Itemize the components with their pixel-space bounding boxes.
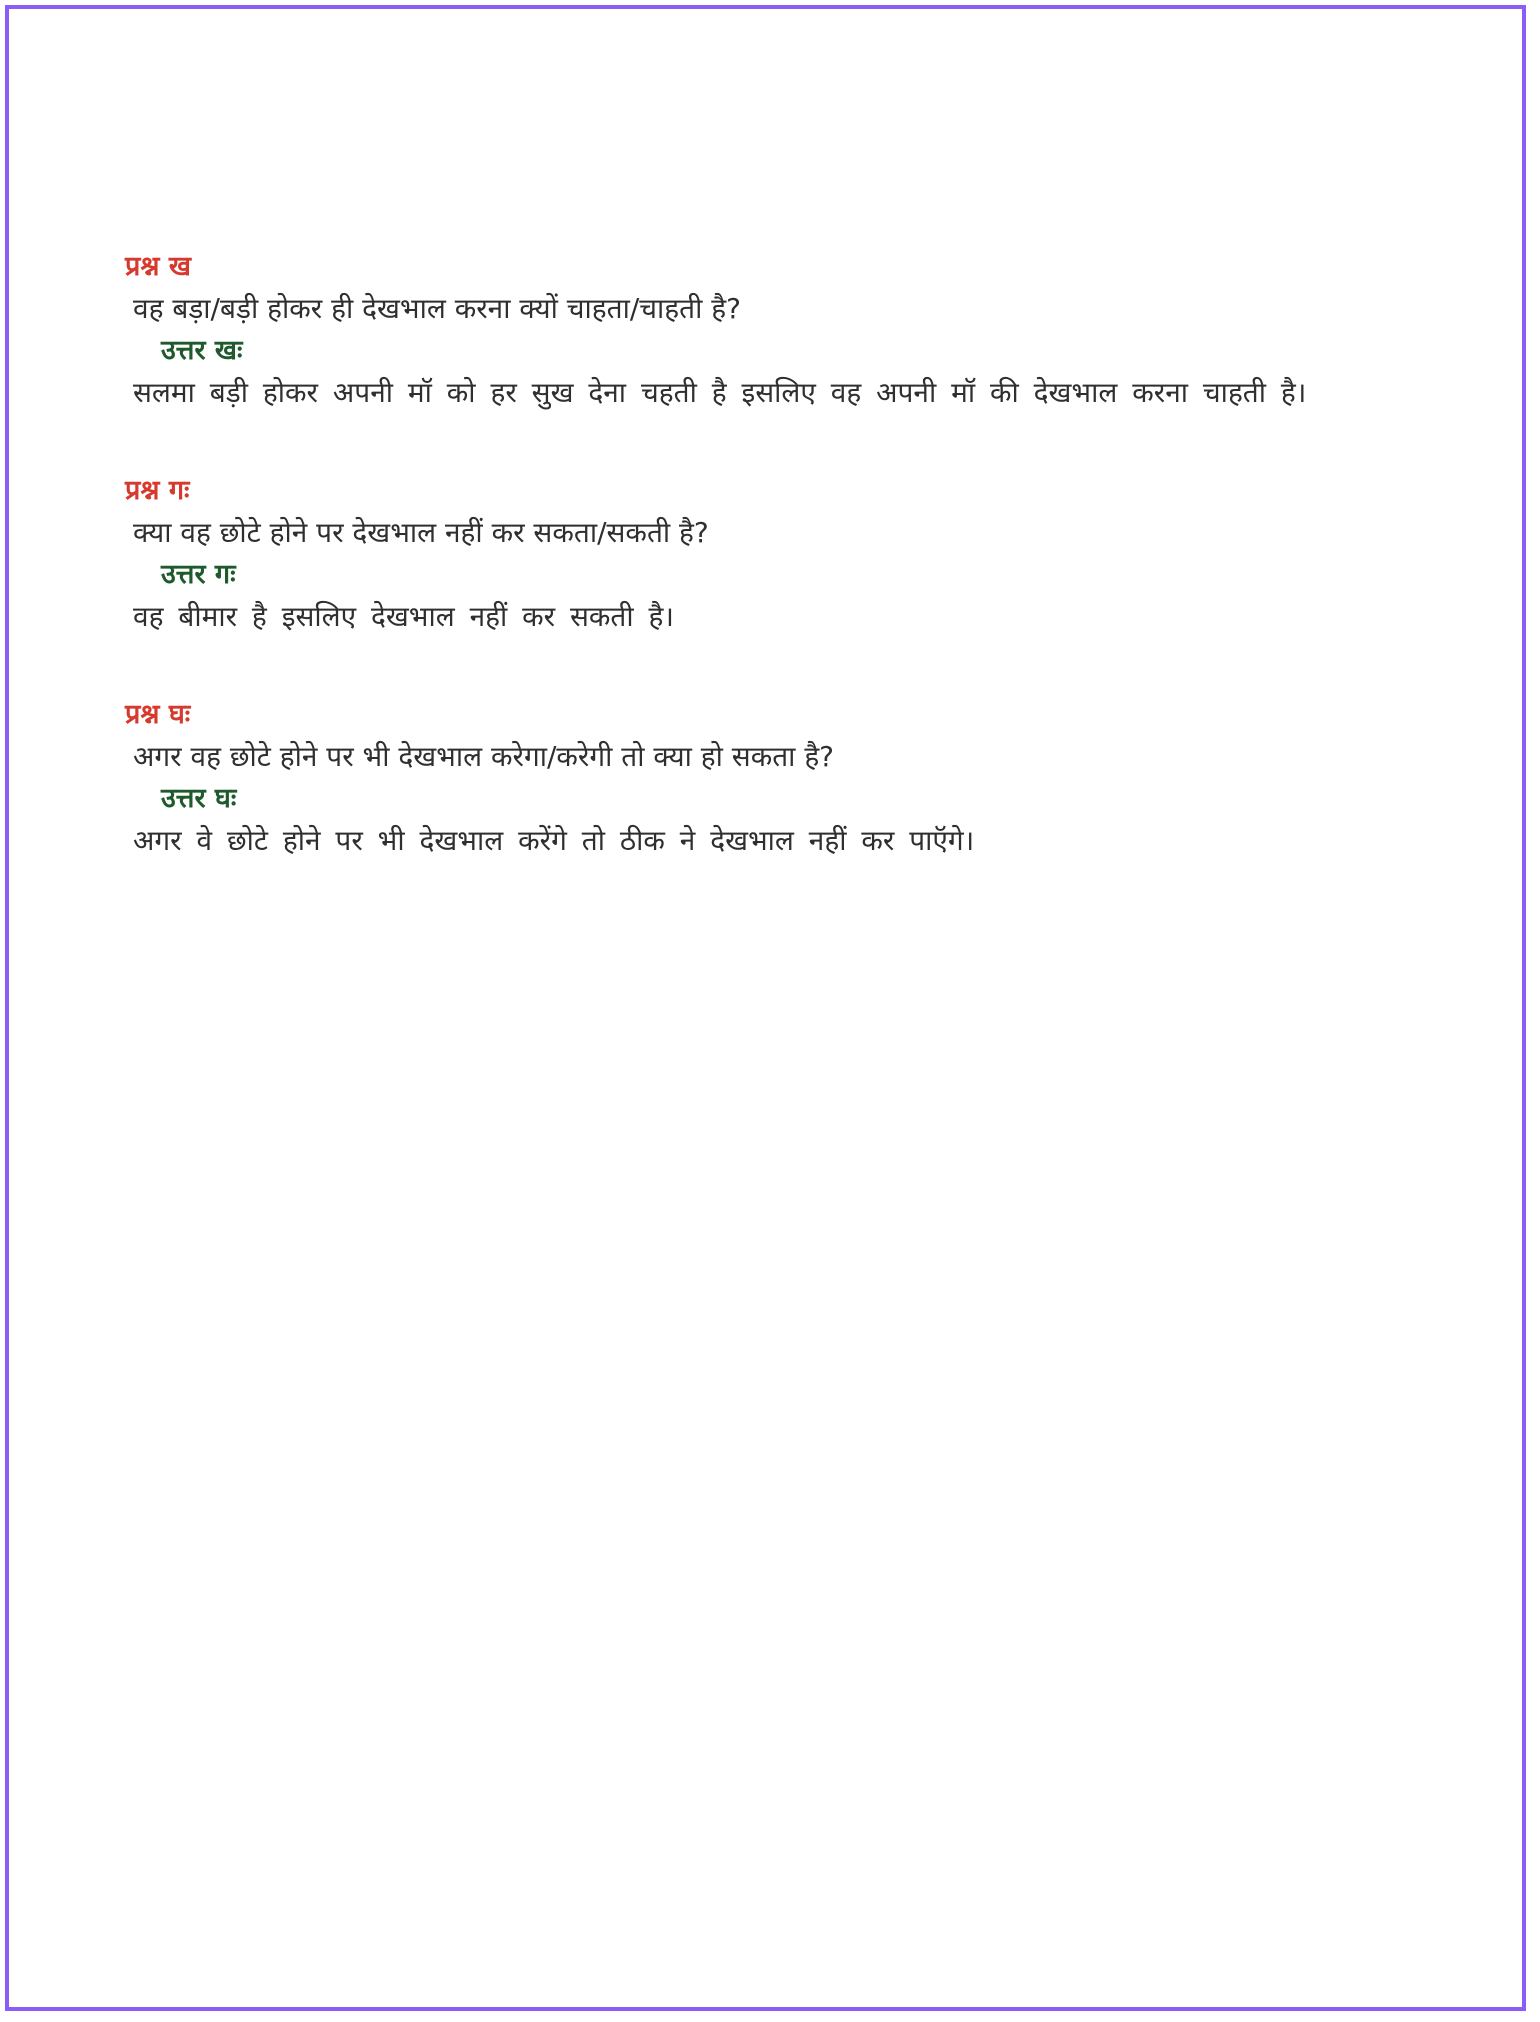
qa-block-ga [125,470,1415,638]
question-label: प्रश्न ख [125,251,191,282]
answer-label: उत्तर खः [161,335,243,366]
question-text: क्या वह छोटे होने पर देखभाल नहीं कर सकता/सकती है? [133,516,709,549]
question-text: अगर वह छोटे होने पर भी देखभाल करेगा/करेगी तो क्या हो सकता है? [133,740,835,773]
qa-block-gha [125,694,1415,862]
answer-text: वह बीमार है इसलिए देखभाल नहीं कर सकती है। [133,600,675,633]
answer-text: अगर वे छोटे होने पर भी देखभाल करेंगे तो ठीक ने देखभाल नहीं कर पाऍगे। [133,824,975,857]
document-content [125,246,1415,918]
question-label: प्रश्न गः [125,475,190,506]
question-label: प्रश्न घः [125,699,191,730]
answer-text: सलमा बड़ी होकर अपनी मॉ को हर सुख देना चहती है इसलिए वह अपनी मॉ की देखभाल करना चाहती है। [133,376,1307,409]
qa-block-kha [125,246,1415,414]
question-text: वह बड़ा/बड़ी होकर ही देखभाल करना क्यों चाहता/चाहती है? [133,292,742,325]
answer-label: उत्तर घः [161,783,237,814]
answer-label: उत्तर गः [161,559,236,590]
